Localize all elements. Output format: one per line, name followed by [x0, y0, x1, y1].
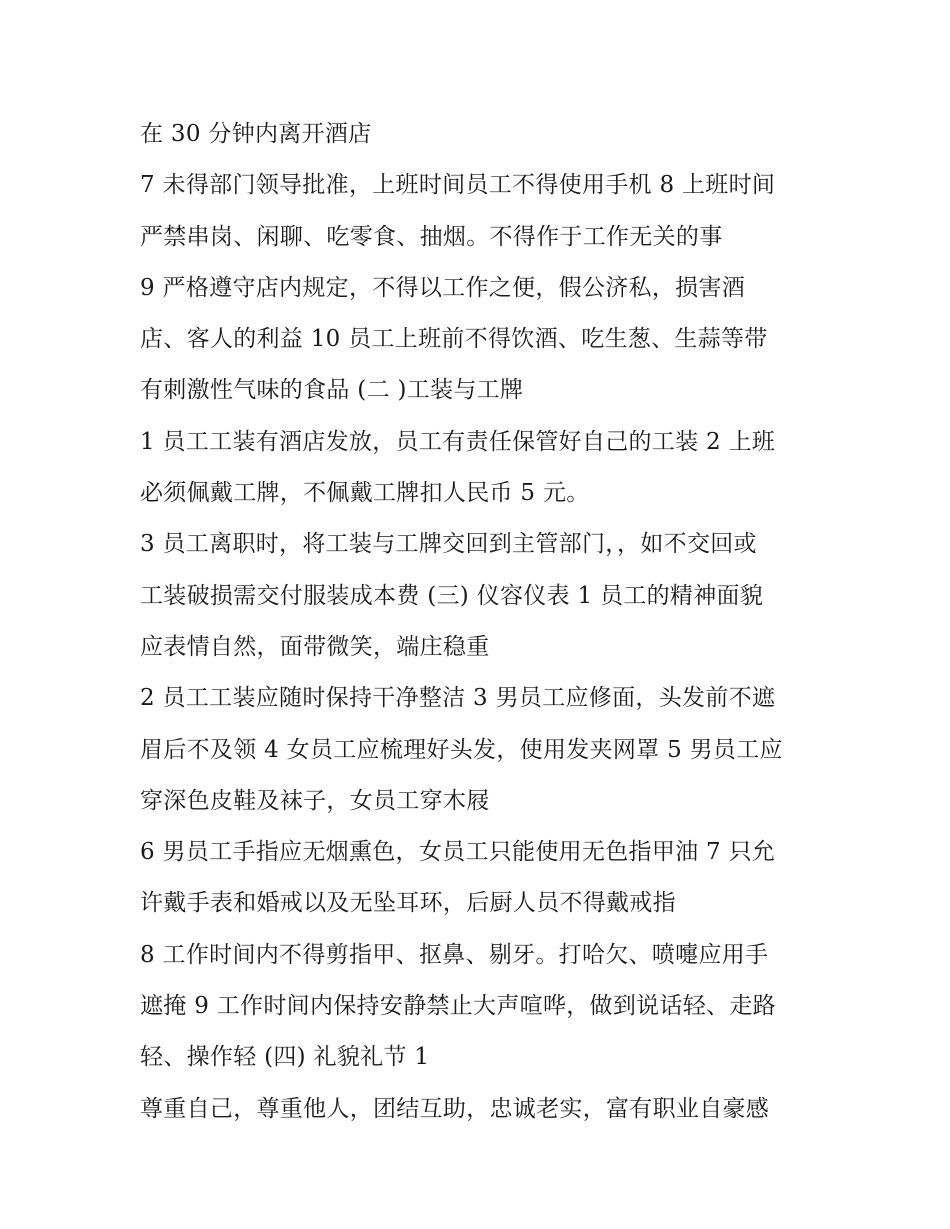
document-body — [140, 109, 830, 1135]
text-line: 许戴手表和婚戒以及无坠耳环，后厨人员不得戴戒指 — [140, 890, 676, 917]
text-line: 3 员工离职时，将工装与工牌交回到主管部门，，如不交回或 — [140, 531, 757, 558]
text-line: 6 男员工手指应无烟熏色，女员工只能使用无色指甲油 7 只允 — [140, 839, 776, 866]
text-line: 严禁串岗、闲聊、吃零食、抽烟。不得作于工作无关的事 — [140, 223, 723, 250]
text-line: 眉后不及领 4 女员工应梳理好头发，使用发夹网罩 5 男员工应 — [140, 736, 783, 763]
text-line: 店、客人的利益 10 员工上班前不得饮酒、吃生葱、生蒜等带 — [140, 326, 768, 353]
text-line: 轻、操作轻 (四) 礼貌礼节 1 — [140, 1044, 430, 1071]
text-line: 遮掩 9 工作时间内保持安静禁止大声喧哗，做到说话轻、走路 — [140, 993, 776, 1020]
text-line: 1 员工工装有酒店发放，员工有责任保管好自己的工装 2 上班 — [140, 428, 776, 455]
text-line: 9 严格遵守店内规定，不得以工作之便，假公济私，损害酒 — [140, 274, 746, 301]
text-line: 有刺激性气味的食品 (二 )工装与工牌 — [140, 377, 524, 404]
text-line: 8 工作时间内不得剪指甲、抠鼻、剔牙。打哈欠、喷嚏应用手 — [140, 941, 769, 968]
text-line: 穿深色皮鞋及袜子，女员工穿木屐 — [140, 787, 490, 814]
text-line: 在 30 分钟内离开酒店 — [140, 121, 372, 147]
text-line: 2 员工工装应随时保持干净整洁 3 男员工应修面，头发前不遮 — [140, 685, 776, 712]
text-line: 尊重自己，尊重他人，团结互助，忠诚老实，富有职业自豪感 — [140, 1095, 770, 1122]
text-line: 应表情自然，面带微笑，端庄稳重 — [140, 633, 490, 660]
text-line: 必须佩戴工牌，不佩戴工牌扣人民币 5 元。 — [140, 480, 590, 507]
text-line: 工装破损需交付服装成本费 (三) 仪容仪表 1 员工的精神面貌 — [140, 582, 764, 609]
text-line: 7 未得部门领导批准，上班时间员工不得使用手机 8 上班时间 — [140, 172, 776, 199]
